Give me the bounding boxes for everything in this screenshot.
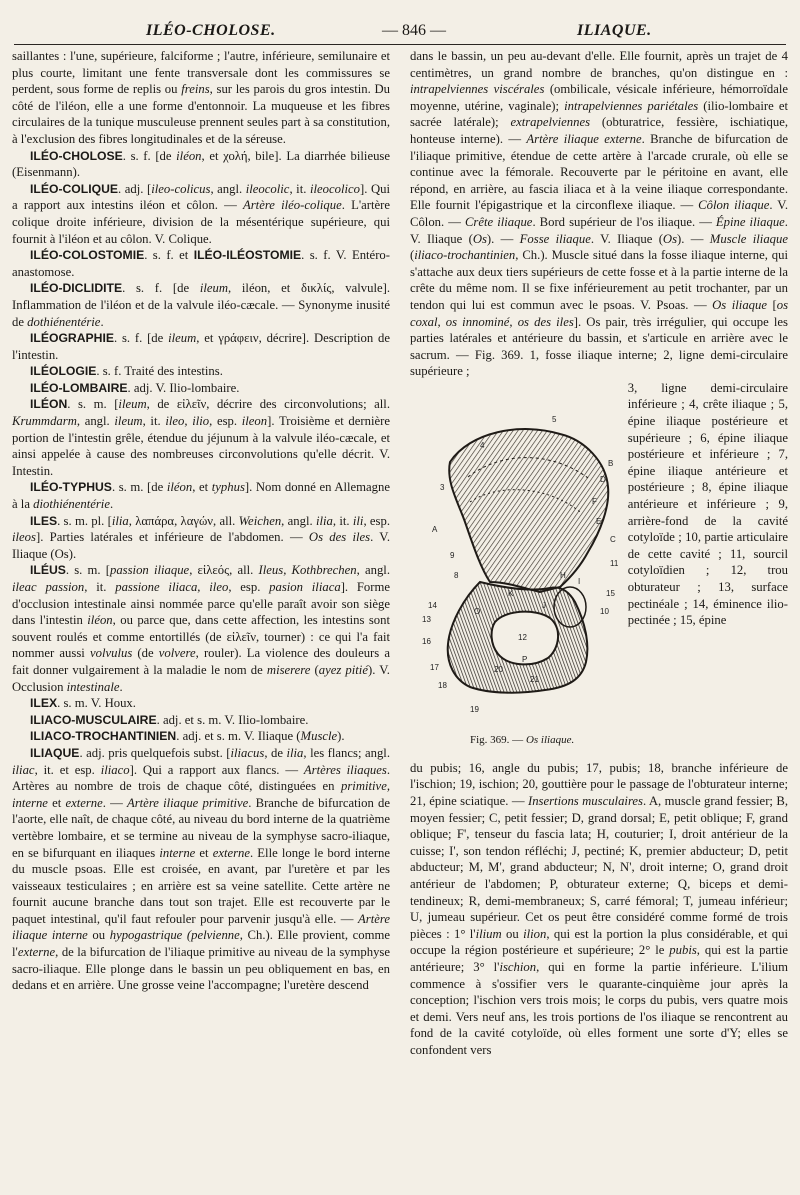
- figure-caption: [470, 732, 574, 749]
- dictionary-entry: [12, 562, 390, 695]
- entry-text: iléon: [176, 148, 202, 163]
- entry-text: , it.: [332, 513, 353, 528]
- entry-text: iliac: [12, 762, 35, 777]
- entry-text: (: [310, 662, 319, 677]
- entry-text: , ou parce que, dans cette affection, les intestins sont souvent roulés et comme entortillés (de εἰλεῖν, tourner) : ce qui l'a fait nommer aussi: [12, 613, 390, 661]
- entry-text: ayez pitié: [318, 662, 368, 677]
- entry-headword: ILÉO-CHOLOSE: [30, 148, 123, 163]
- figure-label: C: [610, 534, 616, 544]
- entry-text: dothiénentérie: [27, 314, 101, 329]
- entry-text: . s. f. V. Entéro-anastomose.: [12, 248, 390, 279]
- entry-text: , esp.: [228, 580, 270, 594]
- figure-label: 10: [600, 606, 609, 616]
- entry-headword: ILÉO-DICLIDITE: [30, 281, 123, 296]
- entry-text: ileon: [241, 414, 268, 429]
- entry-text: Os: [472, 231, 487, 246]
- entry-text: ileum: [118, 397, 147, 412]
- entry-text: Os des iles: [308, 530, 371, 545]
- entry-text: iliaco-trochantinien: [414, 248, 516, 263]
- entry-text: ]. Troisième et dernière portion de l'intestin grêle, étendue du jéjunum à la valvule iléo-cæcale, et ainsi appelée à cause des nombreuses circonvolutions qu'elle décrit. V. Intestin.: [12, 414, 390, 478]
- entry-text: intestinale: [66, 679, 120, 694]
- entry-text: , de εἰλεῖν, décrire des circonvolutions; all.: [146, 397, 390, 412]
- running-header: [14, 22, 786, 44]
- entry-text: (de: [132, 646, 159, 661]
- entry-text: Artères iliaques: [303, 762, 387, 777]
- entry-text: volvulus: [89, 646, 133, 661]
- entry-text: , it. et esp.: [34, 762, 101, 777]
- entry-text: ). —: [677, 231, 710, 246]
- dictionary-entry: [12, 363, 390, 380]
- entry-text: Insertions musculaires: [527, 794, 643, 809]
- entry-text: , esp.: [209, 414, 242, 429]
- entry-text: . V. Iliaque (: [410, 214, 788, 246]
- entry-text: , les flancs; angl.: [303, 745, 390, 760]
- entry-text: , εἰλεός, all.: [189, 563, 259, 578]
- figure-block: [410, 380, 788, 760]
- entry-text: passione iliaca, ileo: [115, 580, 229, 594]
- entry-text: . V. Iliaque (Os).: [12, 530, 391, 561]
- entry-text: ilion: [523, 926, 547, 941]
- right-column-bottom-text: [410, 760, 788, 1059]
- ilium-wing: [449, 429, 608, 592]
- dictionary-entry: [12, 728, 390, 745]
- entry-text: ileos: [12, 530, 36, 545]
- entry-text: pasion iliaca: [269, 580, 341, 594]
- dictionary-entry: [12, 380, 390, 397]
- entry-text: volvere: [158, 646, 196, 661]
- dictionary-entry: [12, 280, 390, 330]
- entry-text: , λαπάρα, λαγών, all.: [128, 513, 239, 528]
- figure-label: 20: [494, 664, 503, 674]
- entry-headword: ILÉON: [30, 397, 68, 412]
- entry-text: extrapelviennes: [510, 115, 591, 130]
- figure-caption-title: Os iliaque.: [525, 733, 575, 746]
- figure-label: 15: [606, 588, 615, 598]
- figure-label: 11: [610, 558, 619, 568]
- entry-text: . V. Côlon. —: [410, 198, 788, 229]
- figure-label: 8: [454, 570, 459, 580]
- entry-text: dans le bassin, un peu au-devant d'elle. Elle fournit, après un trajet de 4 centimètres, un grand nombre de branches, qu'on distingue en :: [410, 49, 788, 80]
- dictionary-entry: [12, 48, 390, 148]
- entry-text: ). V. Occlusion: [12, 662, 390, 694]
- entry-headword: ILÉUS: [30, 563, 66, 578]
- right-column: [410, 48, 788, 1059]
- entry-text: . s. f. et: [144, 248, 194, 263]
- entry-headword: ILÉOGRAPHIE: [30, 331, 114, 346]
- entry-text: Krummdarm: [12, 414, 77, 429]
- entry-text: , it.: [142, 414, 166, 429]
- entry-text: (ilio-lombaire et sacrée latérale);: [410, 98, 788, 130]
- entry-text: 3, ligne demi-circulaire inférieure ; 4, crête iliaque ; 5, épine iliaque postérieure et supérieure ; 6, épine iliaque postérieure et inférieure ; 7, épine iliaque antérieure et postérieure ; 8, épine iliaque antérieure et inférieure ; 9, arrière-fond de la cavité cotyloïde ; 10, partie articulaire de cette cavité ; 11, sourcil cotyloïdien ; 12, trou obturateur ; 13, surface pectinéale ; 14, éminence ilio-pectinée ; 15, épine: [627, 380, 788, 628]
- figure-label: K: [508, 588, 514, 598]
- figure-label: P: [522, 654, 528, 664]
- entry-text: ilia: [286, 745, 304, 760]
- figure-label: I: [578, 576, 581, 586]
- dictionary-entry: [12, 181, 390, 247]
- entry-text: interne: [159, 845, 196, 860]
- header-right-word: ILIAQUE.: [577, 22, 652, 39]
- entry-headword: ILEX: [30, 696, 58, 711]
- entry-text: , qui est la portion la plus considérable, et qui occupe la région postérieure et supérieure; 2° le: [410, 926, 788, 958]
- entry-text: os coxal, os innominé, os des iles: [410, 297, 788, 329]
- entry-text: . A, muscle grand fessier; B, moyen fessier; C, petit fessier; D, grand dorsal; E, petit oblique; F, grand oblique; F', tenseur du fascia lata; H, couturier; I, droit antérieur de la cuisse; I', son tendon réfléchi; J, pectiné; K, premier abducteur; D, petit abducteur; M, M', grand abducteur; N, N', droit interne; O, grand droit antérieur de l'abdomen; P, obturateur externe; Q, biceps et demi-tendineux; R, demi-membraneux; S, carré fémoral; T, jumeau inférieur; U, jumeau supérieur. Cet os peut être considéré comme formé de trois pièces : 1° l': [410, 794, 788, 941]
- dictionary-entry: [12, 330, 390, 363]
- entry-text: ileo-colicus: [151, 181, 211, 196]
- entry-text: ]. Os pair, très irrégulier, qui occupe les parties latérales et antérieure du bassin, et s'articule en arrière avec le sacrum. — Fig. 369. 1, fosse iliaque interne; 2, ligne demi-circulaire supérieure ;: [410, 314, 788, 379]
- entry-text: , Ch.). Muscle situé dans la fosse iliaque interne, qui s'attache aux deux tiers supérieurs de cette fosse et à la partie interne de la crête du même nom. Il se fixe inférieurement au petit trochanter, par un tendon qui lui est commun avec le psoas. V. Psoas. —: [410, 248, 788, 312]
- entry-text: ]. Parties latérales et inférieure de l'abdomen. —: [35, 530, 309, 545]
- entry-text: .: [119, 679, 123, 694]
- entry-text: Artère iléo-colique: [242, 198, 342, 213]
- entry-text: . s. m. [de: [111, 480, 167, 495]
- entry-text: ili: [352, 513, 364, 528]
- figure-label: 12: [518, 632, 527, 642]
- entry-text: . V. Iliaque (: [590, 231, 663, 246]
- entry-text: , angl.: [210, 181, 246, 196]
- entry-text: ileum: [168, 331, 197, 346]
- dictionary-entry: [12, 712, 390, 729]
- entry-text: Muscle iliaque: [709, 231, 788, 246]
- entry-text: ]. Qui a rapport aux intestins iléon et côlon. —: [12, 181, 390, 213]
- entry-text: [: [766, 297, 777, 312]
- entry-text: . adj. [: [118, 181, 152, 196]
- entry-text: . s. m. pl. [: [57, 513, 112, 528]
- figure-legend-text: [624, 380, 788, 760]
- figure-369: [410, 382, 624, 760]
- entry-text: , sur les parois du gros intestin. Du côté de l'iléon, elle a une forme d'entonnoir. La muqueuse et les fibres circulaires de la tunique musculeuse prennent seules part à sa constitution, à l'exclusion des fibres longitudinales et de la séreuse.: [12, 82, 390, 146]
- entry-text: . s. f. [de: [122, 281, 200, 296]
- figure-label: 18: [438, 680, 447, 690]
- entry-text: , qui est la partie antérieure; 3° l': [410, 943, 788, 974]
- entry-text: ). —: [486, 231, 520, 246]
- entry-text: , iléon, et δικλίς, valvule]. Inflammation de l'iléon et de la valvule iléo-cæcale. — Synonyme inusité de: [12, 281, 390, 329]
- entry-text: , angl.: [281, 513, 316, 528]
- entry-text: Épine iliaque: [715, 214, 785, 229]
- entry-text: Os iliaque: [712, 297, 767, 312]
- figure-label: 19: [470, 704, 479, 714]
- entry-text: , angl.: [356, 563, 390, 578]
- figure-label: B: [608, 458, 614, 468]
- entry-text: intrapelviennes viscérales: [410, 82, 545, 97]
- entry-text: primitive, interne: [12, 779, 390, 810]
- entry-text: et: [195, 845, 213, 860]
- entry-text: Os: [662, 231, 678, 246]
- dictionary-entry: [410, 760, 788, 1059]
- entry-text: . adj. pris quelquefois subst. [: [79, 745, 231, 760]
- dictionary-entry: [12, 148, 390, 181]
- entry-text: diothiénentérie: [33, 497, 110, 512]
- entry-text: . Branche de bifurcation de l'iliaque primitive, étendue de cette artère à l'arcade crurale, où elle se continue avec la fémorale. Recouverte par le péritoine en avant, elle répond, en arrière, au fascia iliaca et à la veine iliaque correspondante. Elle fournit l'épigastrique et la circonflexe iliaque. —: [410, 131, 788, 213]
- entry-text: . adj. et s. m. V. Iliaque (: [176, 729, 301, 744]
- entry-text: Côlon iliaque: [698, 198, 770, 213]
- entry-text: iliacus: [230, 745, 265, 760]
- entry-text: . s. m. [: [67, 397, 119, 412]
- entry-text: . adj. V. Ilio-lombaire.: [127, 380, 240, 395]
- entry-text: Fosse iliaque: [519, 231, 591, 246]
- entry-text: externe: [65, 795, 103, 810]
- entry-text: ileo, ilio: [165, 414, 210, 429]
- entry-text: ileocolic: [245, 181, 290, 196]
- entry-text: . Artères au nombre de trois de chaque côté, distinguées en: [12, 762, 391, 794]
- entry-text: ]. Forme d'occlusion intestinale ainsi nommée parce qu'elle paraît avoir son siège dans l'intestin: [12, 580, 391, 628]
- figure-label: 17: [430, 662, 439, 672]
- entry-text: ]. Nom donné en Allemagne à la: [12, 480, 390, 512]
- entry-text: ilia: [111, 513, 129, 528]
- entry-text: , esp.: [363, 513, 390, 528]
- dictionary-entry: [12, 247, 390, 280]
- entry-text: iléon: [166, 480, 193, 495]
- figure-label: D: [600, 474, 606, 484]
- entry-text: hypogastrique (pelvienne: [109, 928, 240, 943]
- entry-text: , et γράφειν, décrire]. Description de l'intestin.: [12, 331, 390, 362]
- entry-text: miserere: [266, 662, 311, 677]
- entry-text: ischion: [499, 960, 537, 974]
- entry-text: , de la bifurcation de l'iliaque primitive au niveau de la symphyse sacro-iliaque. Elle plonge dans le bassin un peu obliquement en bas, en dedans et en arrière. Une grosse veine l'accompagne; l'uretère descend: [12, 945, 390, 993]
- figure-label: A: [432, 524, 438, 534]
- entry-text: Artère iliaque primitive: [126, 795, 249, 810]
- figure-label: J: [542, 600, 546, 610]
- header-rule: [14, 44, 786, 45]
- dictionary-entry: [12, 745, 390, 994]
- dictionary-entry: [12, 513, 390, 563]
- dictionary-entry: [12, 695, 390, 712]
- entry-text: (: [410, 248, 415, 263]
- entry-text: . Elle longe le bord interne du muscle psoas. Elle est croisée, en avant, par l'uretère et par les vaisseaux testiculaires ; en arrière est sa veine satellite. Cette artère ne fournit aucune branche dans tout son trajet. Elle est recouverte par le paquet intestinal, qu'il faut refouler pour parvenir jusqu'à elle. —: [12, 845, 390, 926]
- right-column-top-text: [410, 48, 788, 380]
- figure-label: 13: [422, 614, 431, 624]
- figure-label: O: [474, 606, 481, 616]
- entry-headword: ILÉO-COLOSTOMIE: [30, 248, 145, 263]
- entry-text: , it.: [84, 580, 116, 594]
- figure-label: 9: [450, 550, 455, 560]
- entry-text: ileac passion: [12, 580, 85, 594]
- entry-text: Crête iliaque: [464, 214, 533, 229]
- entry-text: intrapelviennes pariétales: [564, 98, 699, 113]
- entry-headword: ILIACO-TROCHANTINIEN: [30, 729, 177, 744]
- figure-label: 5: [552, 414, 557, 424]
- figure-label: F: [592, 496, 597, 506]
- entry-text: passion iliaque: [109, 563, 190, 578]
- entry-headword: ILIAQUE: [30, 745, 80, 760]
- entry-text: (ombilicale, vésicale inférieure, hémorroïdale moyenne, utérine, vaginale);: [410, 82, 789, 113]
- dictionary-entry: [410, 48, 788, 380]
- entry-headword: ILÉO-ILÉOSTOMIE: [193, 248, 302, 263]
- dictionary-entry: [628, 380, 788, 629]
- entry-text: , Ch.). Elle provient, comme l': [12, 928, 390, 960]
- entry-text: ileocolico: [309, 181, 360, 196]
- figure-caption-number: Fig. 369. —: [470, 733, 526, 746]
- entry-text: .: [100, 314, 104, 329]
- entry-text: ilia: [315, 513, 333, 528]
- entry-text: Artère iliaque externe: [526, 131, 642, 146]
- entry-text: Artère iliaque interne: [12, 911, 390, 943]
- entry-text: typhus: [211, 480, 245, 495]
- entry-text: iliaco: [100, 762, 130, 777]
- figure-label: 14: [428, 600, 437, 610]
- entry-text: , et: [192, 480, 212, 495]
- entry-headword: ILÉOLOGIE: [30, 364, 97, 379]
- entry-headword: ILÉO-TYPHUS: [30, 480, 112, 495]
- entry-headword: ILES: [30, 513, 58, 528]
- entry-text: ).: [337, 729, 345, 744]
- entry-text: freins: [181, 82, 210, 97]
- entry-text: , it.: [289, 181, 310, 196]
- entry-text: Weichen: [238, 513, 282, 528]
- entry-text: ileum: [199, 281, 229, 296]
- entry-text: ileum: [114, 414, 143, 429]
- figure-label: 21: [530, 674, 539, 684]
- figure-label: 4: [480, 440, 485, 450]
- entry-text: . Bord supérieur de l'os iliaque. —: [532, 214, 716, 229]
- entry-text: , rouler). La violence des douleurs a fait donner vulgairement à la maladie le nom de: [12, 646, 390, 677]
- entry-text: . adj. et s. m. V. Ilio-lombaire.: [156, 712, 309, 727]
- entry-text: , de: [264, 745, 287, 760]
- dictionary-entry: [12, 396, 390, 479]
- entry-text: iléon: [87, 613, 113, 628]
- entry-text: externe: [212, 845, 251, 860]
- figure-label: 3: [440, 482, 445, 492]
- entry-text: . s. f. [de: [122, 148, 177, 163]
- figure-label: H: [560, 570, 566, 580]
- entry-text: , qui en forme la partie inférieure. L'ilium commence à s'ossifier vers le quarante-cinquième jour après la conception; l'ischion vers trois mois; le corps du pubis, vers quatre mois et demi. Vers neuf ans, les trois portions de l'os iliaque se rencontrent au fond de la cavité cotyloïde, où elles forment une sorte d'Y; elles se confondent vers: [410, 960, 789, 1057]
- entry-text: . L'artère colique droite inférieure, division de la mésentérique supérieure, qui fournit à l'iléon et au côlon. V. Colique.: [12, 198, 390, 246]
- entry-text: ou: [501, 926, 524, 941]
- header-left-word: ILÉO-CHOLOSE.: [146, 22, 276, 39]
- entry-text: . s. m. V. Houx.: [57, 696, 136, 711]
- entry-text: du pubis; 16, angle du pubis; 17, pubis; 18, branche inférieure de l'ischion; 19, ischion; 20, gouttière pour le passage de l'obturateur interne; 21, épine sciatique. —: [410, 760, 788, 809]
- figure-label: E: [596, 516, 602, 526]
- entry-text: saillantes : l'une, supérieure, falciforme ; l'autre, inférieure, semilunaire et plus courte, limitant une fente transversale dont les commissures se perdent, sous forme de replis ou: [12, 49, 390, 97]
- entry-text: ou: [87, 928, 110, 943]
- entry-headword: ILÉO-COLIQUE: [30, 181, 119, 196]
- entry-text: . s. m. [: [65, 563, 110, 578]
- entry-text: pubis: [669, 943, 697, 958]
- entry-text: . s. f. [de: [113, 331, 169, 346]
- entry-text: , et χολή, bile]. La diarrhée bilieuse (Eisenmann).: [12, 148, 390, 180]
- left-column: [12, 48, 390, 994]
- entry-text: Ileus, Kothbrechen: [258, 563, 357, 578]
- entry-text: , angl.: [76, 414, 115, 429]
- entry-text: ilium: [475, 926, 502, 941]
- hip-bone-engraving: [410, 382, 626, 760]
- entry-text: et: [47, 795, 66, 810]
- entry-text: .: [109, 497, 114, 512]
- dictionary-entry: [12, 479, 390, 512]
- figure-label: 16: [422, 636, 431, 646]
- entry-text: (obturatrice, fessière, ischiatique, honteuse interne). —: [410, 115, 788, 146]
- entry-text: Muscle: [300, 729, 338, 744]
- entry-text: . s. f. Traité des intestins.: [96, 364, 223, 379]
- entry-text: . Branche de bifurcation de l'aorte, elle naît, de chaque côté, au niveau du bord interne de la quatrième vertèbre lombaire, et se termine au niveau de la symphyse sacro-iliaque, en se bifurquant en iliaques: [12, 795, 390, 860]
- entry-text: . —: [102, 795, 127, 810]
- entry-headword: ILIACO-MUSCULAIRE: [30, 712, 157, 727]
- entry-text: ]. Qui a rapport aux flancs. —: [129, 762, 304, 777]
- entry-text: externe: [17, 945, 56, 960]
- entry-headword: ILÉO-LOMBAIRE: [30, 380, 128, 395]
- page-number: — 846 —: [382, 22, 446, 39]
